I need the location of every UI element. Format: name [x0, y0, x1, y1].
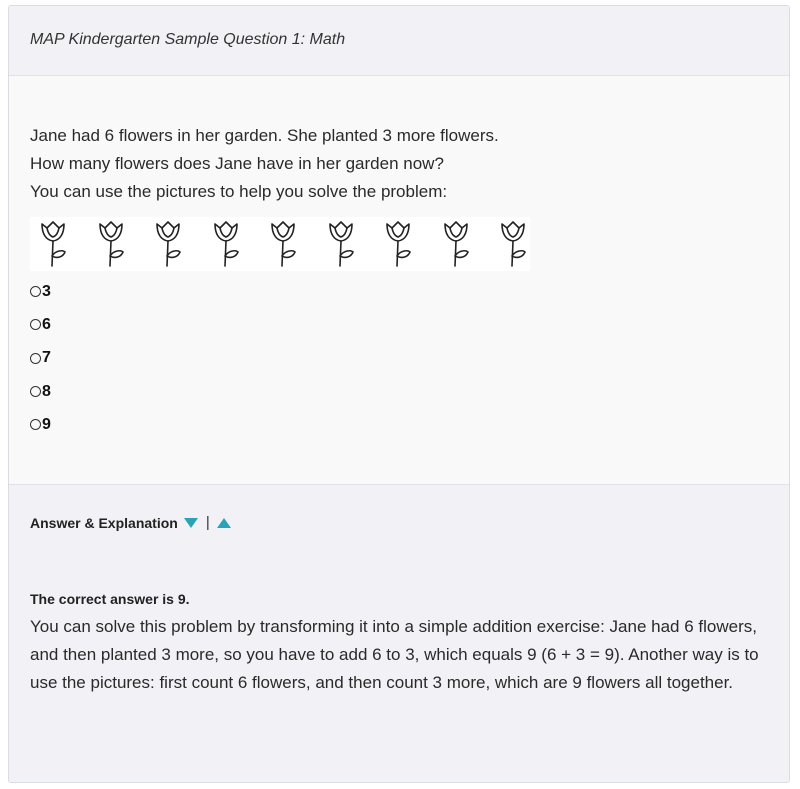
option-8[interactable] [30, 375, 789, 408]
question-title: MAP Kindergarten Sample Question 1: Math [30, 31, 346, 48]
card-header [9, 6, 789, 76]
rose-icon [94, 220, 128, 268]
triangle-down-icon[interactable] [184, 518, 198, 528]
option-label: 9 [42, 415, 51, 433]
question-line-3: You can use the pictures to help you solve the problem: [30, 182, 448, 201]
answer-options [30, 275, 789, 441]
answer-toggle [30, 513, 789, 533]
rose-icon [496, 220, 530, 268]
option-6[interactable] [30, 308, 789, 341]
correct-answer: The correct answer is 9. [30, 591, 190, 607]
question-line-1: Jane had 6 flowers in her garden. She planted 3 more flowers. [30, 126, 499, 145]
rose-icon [324, 220, 358, 268]
option-3[interactable] [30, 275, 789, 308]
question-card [8, 5, 790, 783]
answer-section [9, 485, 789, 782]
flower-pictures [30, 217, 530, 271]
option-label: 8 [42, 382, 51, 400]
option-7[interactable] [30, 342, 789, 375]
rose-icon [266, 220, 300, 268]
option-label: 3 [42, 282, 51, 300]
triangle-up-icon[interactable] [217, 518, 231, 528]
question-line-2: How many flowers does Jane have in her garden now? [30, 154, 444, 173]
answer-toggle-label[interactable]: Answer & Explanation [30, 515, 178, 531]
rose-icon [36, 220, 70, 268]
radio-button[interactable] [30, 353, 41, 364]
rose-icon [381, 220, 415, 268]
rose-icon [439, 220, 473, 268]
radio-button[interactable] [30, 386, 41, 397]
question-body [9, 76, 789, 485]
option-label: 7 [42, 349, 51, 367]
rose-icon [151, 220, 185, 268]
radio-button[interactable] [30, 286, 41, 297]
option-9[interactable] [30, 408, 789, 441]
toggle-separator: | [205, 514, 210, 531]
option-label: 6 [42, 315, 51, 333]
rose-icon [209, 220, 243, 268]
radio-button[interactable] [30, 319, 41, 330]
answer-explanation: You can solve this problem by transforming it into a simple addition exercise: Jane had 6 flowers, and then planted 3 more, so you have to add 6 to 3, which equals 9 (6 + 3 = 9). Another way is to use the pictures: first count 6 flowers, and then count 3 more, which are 9 flowers all together. [30, 617, 759, 692]
radio-button[interactable] [30, 419, 41, 430]
